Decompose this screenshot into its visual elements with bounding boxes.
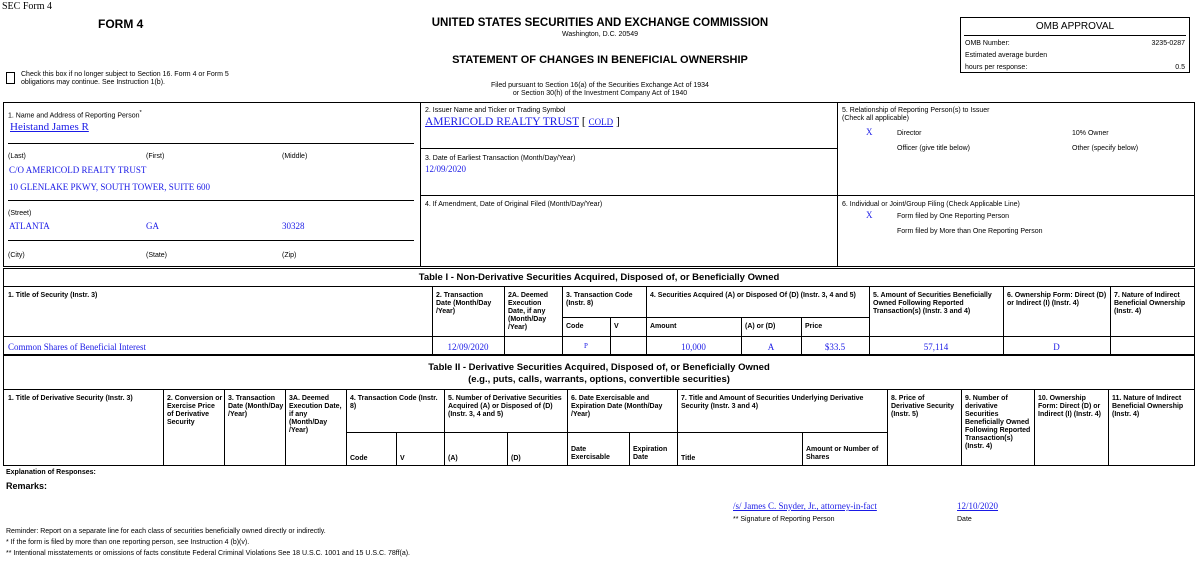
omb-approval-box — [960, 17, 1190, 73]
box2-label: 2. Issuer Name and Ticker or Trading Symbol — [425, 107, 566, 114]
box5-label-1: 5. Relationship of Reporting Person(s) to Issuer — [842, 107, 990, 114]
date-label: Date — [957, 516, 972, 523]
omb-hours-value: 0.5 — [1175, 64, 1185, 71]
address-line-2: 10 GLENLAKE PKWY, SOUTH TOWER, SUITE 600 — [9, 182, 210, 192]
t1-col-price: Price — [805, 323, 823, 330]
t2-col-underlying: 7. Title and Amount of Securities Underlying Derivative Security (Instr. 3 and 4) — [681, 395, 864, 410]
t2-col-underlying-amount: Amount or Number of Shares — [806, 446, 879, 461]
t1-col-deemed-date: 2A. Deemed Execution Date, if any (Month/Day /Year) — [508, 292, 549, 331]
table-1-title: Table I - Non-Derivative Securities Acquired, Disposed of, or Beneficially Owned — [418, 272, 780, 283]
t2-col-exercisable: Date Exercisable — [571, 446, 610, 461]
city-label: (City) — [8, 252, 25, 259]
t2-col-conversion: 2. Conversion or Exercise Price of Derivative Security — [167, 395, 223, 426]
last-name-label: (Last) — [8, 153, 26, 160]
t1-col-code: Code — [566, 323, 584, 330]
reminder-text: Reminder: Report on a separate line for each class of securities beneficially owned directly or indirectly. — [6, 528, 326, 535]
street-label: (Street) — [8, 210, 32, 217]
commission-title: UNITED STATES SECURITIES AND EXCHANGE COMMISSION — [431, 17, 769, 29]
t2-col-a: (A) — [448, 455, 458, 462]
city-value: ATLANTA — [9, 221, 50, 231]
zip-label: (Zip) — [282, 252, 297, 259]
t1-col-transaction-date: 2. Transaction Date (Month/Day /Year) — [436, 292, 492, 315]
more-persons-label: Form filed by More than One Reporting Person — [897, 228, 1043, 235]
t2-col-v: V — [400, 455, 405, 462]
remarks-label: Remarks: — [6, 481, 48, 491]
t2-col-title: 1. Title of Derivative Security (Instr. 3) — [8, 395, 133, 402]
first-name-label: (First) — [146, 153, 165, 160]
checkbox-text-2: obligations may continue. See Instruction 1(b). — [21, 79, 165, 86]
director-check-mark: X — [866, 127, 873, 137]
box5-label-2: (Check all applicable) — [842, 115, 909, 122]
box4-label: 4. If Amendment, Date of Original Filed (Month/Day/Year) — [425, 201, 603, 208]
t2-col-date-exercisable: 6. Date Exercisable and Expiration Date (Month/Day /Year) — [571, 395, 663, 418]
t1-col-ownership-form: 6. Ownership Form: Direct (D) or Indirect (I) (Instr. 4) — [1007, 292, 1107, 307]
one-person-check-mark: X — [866, 210, 873, 220]
t2-col-number-owned: 9. Number of derivative Securities Beneficially Owned Following Reported Transaction(s) (Instr. 4) — [965, 395, 1031, 450]
omb-burden-label: Estimated average burden — [965, 52, 1048, 59]
checkbox-text-1: Check this box if no longer subject to Section 16. Form 4 or Form 5 — [21, 71, 229, 78]
t1-row-owned: 57,114 — [923, 342, 949, 352]
t1-row-amount: 10,000 — [681, 342, 706, 352]
signature-label: ** Signature of Reporting Person — [733, 516, 835, 523]
t2-col-number-derivative: 5. Number of Derivative Securities Acquired (A) or Disposed of (D) (Instr. 3, 4 and 5) — [448, 395, 562, 418]
t2-col-ownership-form: 10. Ownership Form: Direct (D) or Indirect (I) (Instr. 4) — [1038, 395, 1102, 418]
t1-col-v: V — [614, 323, 619, 330]
omb-number-label: OMB Number: — [965, 40, 1010, 47]
signature-date-link[interactable]: 12/10/2020 — [957, 501, 999, 511]
earliest-transaction-date: 12/09/2020 — [425, 164, 467, 174]
sec-form-label: SEC Form 4 — [2, 1, 53, 12]
t1-row-a-or-d: A — [767, 342, 775, 352]
t1-col-securities-acquired: 4. Securities Acquired (A) or Disposed Of (D) (Instr. 3, 4 and 5) — [650, 292, 856, 299]
t1-row-title: Common Shares of Beneficial Interest — [8, 342, 146, 352]
statement-title: STATEMENT OF CHANGES IN BENEFICIAL OWNERSHIP — [452, 54, 748, 66]
t2-col-transaction-code: 4. Transaction Code (Instr. 8) — [350, 395, 438, 410]
commission-location: Washington, D.C. 20549 — [561, 31, 638, 38]
table-2-title: Table II - Derivative Securities Acquired, Disposed of, or Beneficially Owned — [428, 362, 770, 373]
omb-hours-label: hours per response: — [965, 64, 1028, 71]
reporting-person-name-link[interactable]: Heistand James R — [10, 121, 89, 133]
omb-title: OMB APPROVAL — [1035, 21, 1115, 32]
t1-col-nature: 7. Nature of Indirect Beneficial Ownership (Instr. 4) — [1114, 292, 1186, 315]
ten-percent-owner-label: 10% Owner — [1072, 130, 1109, 137]
t1-col-amount: Amount — [650, 323, 677, 330]
box3-label: 3. Date of Earliest Transaction (Month/Day/Year) — [425, 155, 576, 162]
zip-value: 30328 — [282, 221, 305, 231]
t2-col-deemed-date: 3A. Deemed Execution Date, if any (Month/Day /Year) — [289, 395, 342, 434]
filed-pursuant-line-1: Filed pursuant to Section 16(a) of the Securities Exchange Act of 1934 — [491, 82, 709, 89]
ticker-link[interactable]: COLD — [588, 117, 614, 127]
t1-row-date: 12/09/2020 — [447, 342, 489, 352]
t2-col-price: 8. Price of Derivative Security (Instr. 5) — [891, 395, 955, 418]
t2-col-expiration: Expiration Date — [633, 446, 668, 461]
other-label: Other (specify below) — [1072, 145, 1139, 152]
t1-col-amount-owned: 5. Amount of Securities Beneficially Owned Following Reported Transaction(s) (Instr. 3 and 4) — [873, 292, 992, 315]
box6-label: 6. Individual or Joint/Group Filing (Check Applicable Line) — [842, 201, 1020, 208]
t1-row-price: $33.5 — [824, 342, 846, 352]
t1-col-transaction-code: 3. Transaction Code (Instr. 8) — [566, 292, 633, 307]
issuer-name-link[interactable]: AMERICOLD REALTY TRUST — [425, 116, 579, 128]
t2-col-underlying-title: Title — [681, 455, 696, 462]
t1-row-code: P — [584, 342, 588, 350]
t1-row-form: D — [1053, 342, 1060, 352]
table-2-subtitle: (e.g., puts, calls, warrants, options, convertible securities) — [468, 374, 730, 385]
signature-link[interactable]: /s/ James C. Snyder, Jr., attorney-in-fact — [733, 501, 877, 511]
footnote-2: ** Intentional misstatements or omissions of facts constitute Federal Criminal Violations See 18 U.S.C. 1001 and 15 U.S.C. 78ff(a). — [6, 550, 410, 557]
footnote-1: * If the form is filed by more than one reporting person, see Instruction 4 (b)(v). — [6, 539, 250, 546]
explanation-of-responses: Explanation of Responses: — [6, 469, 96, 476]
t2-col-code: Code — [350, 455, 368, 462]
state-label: (State) — [146, 252, 168, 259]
filed-pursuant-line-2: or Section 30(h) of the Investment Company Act of 1940 — [512, 90, 688, 97]
t2-col-transaction-date: 3. Transaction Date (Month/Day /Year) — [228, 395, 284, 418]
t1-col-title: 1. Title of Security (Instr. 3) — [8, 292, 98, 299]
t1-col-a-or-d: (A) or (D) — [745, 323, 776, 330]
box1-label: 1. Name and Address of Reporting Person* — [8, 110, 142, 120]
t2-col-d: (D) — [511, 455, 521, 462]
t2-col-nature: 11. Nature of Indirect Beneficial Ownership (Instr. 4) — [1112, 395, 1184, 418]
state-value: GA — [146, 221, 159, 231]
one-person-label: Form filed by One Reporting Person — [897, 213, 1010, 220]
director-label: Director — [897, 130, 922, 137]
section-16-checkbox[interactable] — [6, 72, 15, 84]
middle-name-label: (Middle) — [282, 153, 308, 160]
omb-number-value: 3235-0287 — [1151, 40, 1185, 47]
officer-label: Officer (give title below) — [897, 145, 971, 152]
form-title: FORM 4 — [98, 17, 144, 31]
issuer-line: AMERICOLD REALTY TRUST [ COLD ] — [425, 116, 620, 128]
address-line-1: C/O AMERICOLD REALTY TRUST — [9, 165, 147, 175]
